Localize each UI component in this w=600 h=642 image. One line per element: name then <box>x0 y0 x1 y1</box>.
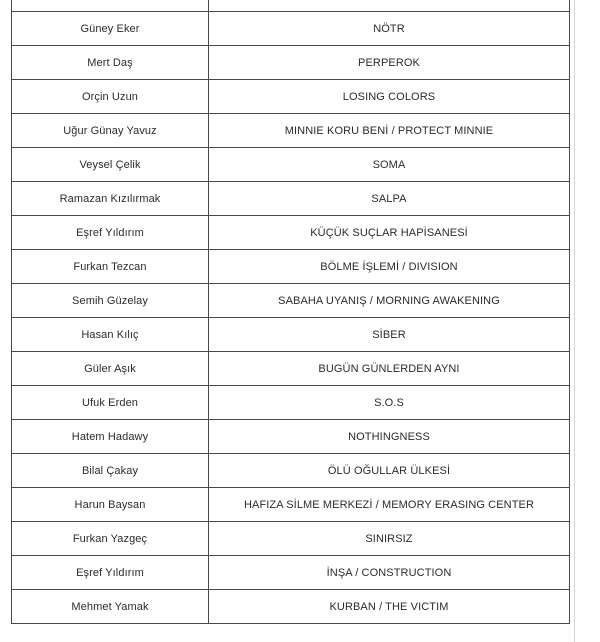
film-title: PERPEROK <box>209 46 570 80</box>
films-table <box>11 0 570 624</box>
table-row <box>12 216 570 250</box>
director-name: Eşref Yıldırım <box>12 216 209 250</box>
director-name: Veysel Çelik <box>12 148 209 182</box>
film-title: NOTHINGNESS <box>209 420 570 454</box>
film-title: SINIRSIZ <box>209 522 570 556</box>
director-name: Güney Eker <box>12 12 209 46</box>
director-name: Furkan Yazgeç <box>12 522 209 556</box>
table-row <box>12 522 570 556</box>
director-name: Eşref Yıldırım <box>12 556 209 590</box>
table-row <box>12 488 570 522</box>
table-row-top-partial <box>12 0 570 12</box>
film-title: HAFIZA SİLME MERKEZİ / MEMORY ERASING CENTER <box>209 488 570 522</box>
director-name: Mert Daş <box>12 46 209 80</box>
director-name: Ramazan Kızılırmak <box>12 182 209 216</box>
film-title: SİBER <box>209 318 570 352</box>
film-title: NÖTR <box>209 12 570 46</box>
table-row <box>12 80 570 114</box>
film-title: LOSING COLORS <box>209 80 570 114</box>
table-row <box>12 12 570 46</box>
director-name: Güler Aşık <box>12 352 209 386</box>
film-title: S.O.S <box>209 386 570 420</box>
director-name: Harun Baysan <box>12 488 209 522</box>
film-title: İNŞA / CONSTRUCTION <box>209 556 570 590</box>
film-title: SALPA <box>209 182 570 216</box>
film-title: KÜÇÜK SUÇLAR HAPİSANESİ <box>209 216 570 250</box>
table-row <box>12 182 570 216</box>
name-cell-partial <box>12 0 209 12</box>
director-name: Ufuk Erden <box>12 386 209 420</box>
director-name: Semih Güzelay <box>12 284 209 318</box>
director-name: Uğur Günay Yavuz <box>12 114 209 148</box>
film-title: KURBAN / THE VICTIM <box>209 590 570 624</box>
films-table-body <box>12 0 570 624</box>
title-cell-partial <box>209 0 570 12</box>
film-title: BUGÜN GÜNLERDEN AYNI <box>209 352 570 386</box>
table-row <box>12 250 570 284</box>
table-row <box>12 318 570 352</box>
table-row <box>12 454 570 488</box>
director-name: Mehmet Yamak <box>12 590 209 624</box>
table-row <box>12 420 570 454</box>
table-row <box>12 556 570 590</box>
director-name: Bilal Çakay <box>12 454 209 488</box>
table-row <box>12 590 570 624</box>
director-name: Orçin Uzun <box>12 80 209 114</box>
director-name: Furkan Tezcan <box>12 250 209 284</box>
film-title: MINNIE KORU BENİ / PROTECT MINNIE <box>209 114 570 148</box>
table-row <box>12 114 570 148</box>
table-row <box>12 46 570 80</box>
table-row <box>12 284 570 318</box>
film-title: BÖLME İŞLEMİ / DIVISION <box>209 250 570 284</box>
director-name: Hasan Kılıç <box>12 318 209 352</box>
film-title: SABAHA UYANIŞ / MORNING AWAKENING <box>209 284 570 318</box>
director-name: Hatem Hadawy <box>12 420 209 454</box>
table-row <box>12 386 570 420</box>
table-row <box>12 352 570 386</box>
table-row <box>12 148 570 182</box>
film-title: ÖLÜ OĞULLAR ÜLKESİ <box>209 454 570 488</box>
page-edge-divider <box>574 0 575 642</box>
film-title: SOMA <box>209 148 570 182</box>
